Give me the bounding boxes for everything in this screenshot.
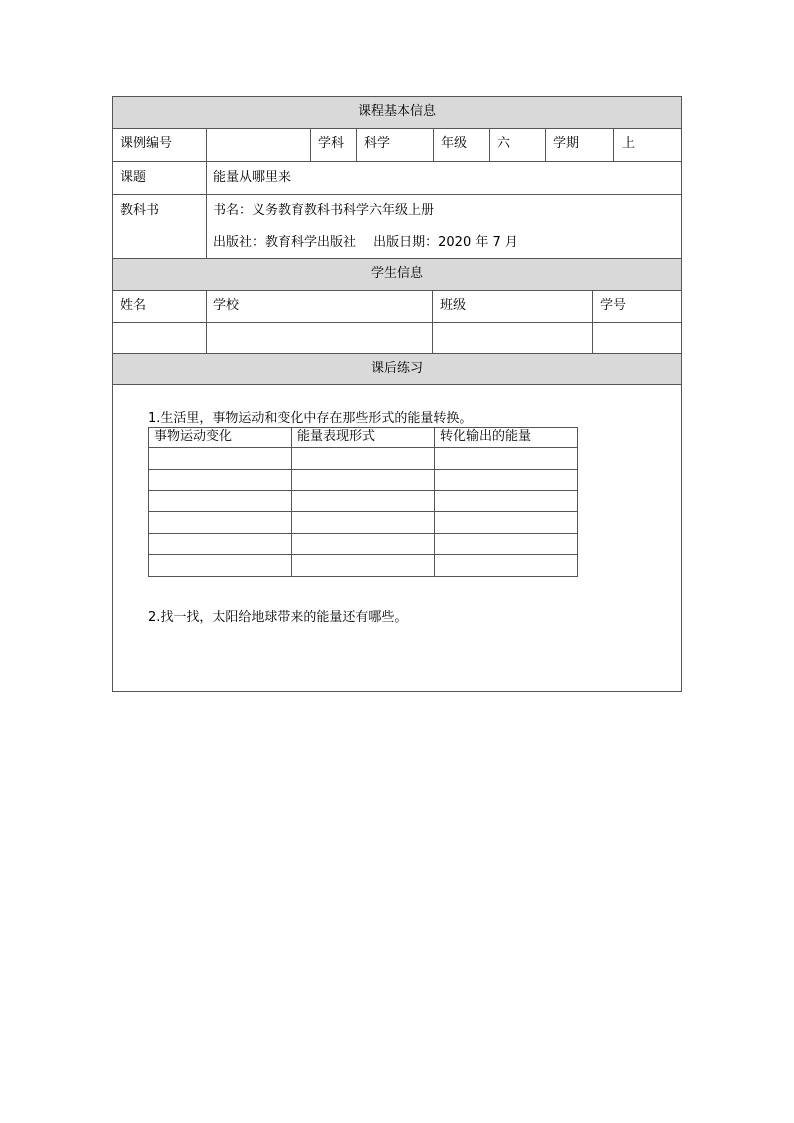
lesson-no-label: 课例编号 bbox=[120, 136, 173, 151]
column-divider bbox=[206, 290, 207, 353]
table-cell[interactable] bbox=[292, 491, 435, 512]
table-cell[interactable] bbox=[149, 512, 292, 534]
school-label: 学校 bbox=[213, 298, 240, 313]
table-header-cell: 能量表现形式 bbox=[292, 428, 435, 448]
grade-label: 年级 bbox=[441, 136, 468, 151]
topic-label: 课题 bbox=[120, 170, 147, 185]
grade-value: 六 bbox=[497, 136, 511, 151]
table-cell[interactable] bbox=[435, 491, 578, 512]
column-divider bbox=[310, 128, 311, 161]
student-no-value-cell[interactable] bbox=[593, 323, 681, 353]
class-value-cell[interactable] bbox=[433, 323, 592, 353]
table-row bbox=[149, 512, 578, 534]
row-divider bbox=[113, 322, 681, 323]
row-divider bbox=[113, 290, 681, 291]
question-1: 1.生活里，事物运动和变化中存在那些形式的能量转换。 bbox=[148, 411, 473, 426]
table-cell[interactable] bbox=[149, 448, 292, 470]
student-no-label: 学号 bbox=[600, 298, 627, 313]
textbook-name: 书名：义务教育教科书科学六年级上册 bbox=[213, 203, 435, 218]
topic-value: 能量从哪里来 bbox=[213, 170, 292, 185]
table-cell[interactable] bbox=[292, 470, 435, 491]
student-info-header: 学生信息 bbox=[370, 266, 423, 281]
table-cell[interactable] bbox=[292, 448, 435, 470]
table-header-cell: 转化输出的能量 bbox=[435, 428, 578, 448]
column-divider bbox=[433, 128, 434, 161]
column-divider bbox=[489, 128, 490, 161]
table-row bbox=[149, 534, 578, 555]
column-divider bbox=[592, 290, 593, 353]
column-divider bbox=[613, 128, 614, 161]
column-divider bbox=[432, 290, 433, 353]
question-2: 2.找一找，太阳给地球带来的能量还有哪些。 bbox=[148, 610, 408, 625]
table-row bbox=[149, 491, 578, 512]
row-divider bbox=[113, 258, 681, 259]
table-cell[interactable] bbox=[435, 470, 578, 491]
name-label: 姓名 bbox=[120, 298, 147, 313]
table-cell[interactable] bbox=[435, 512, 578, 534]
row-divider bbox=[113, 161, 681, 162]
school-value-cell[interactable] bbox=[207, 323, 432, 353]
table-cell[interactable] bbox=[149, 534, 292, 555]
subject-value: 科学 bbox=[364, 136, 391, 151]
table-cell[interactable] bbox=[149, 555, 292, 577]
table-cell[interactable] bbox=[149, 491, 292, 512]
term-value: 上 bbox=[622, 136, 636, 151]
table-cell[interactable] bbox=[292, 555, 435, 577]
table-header-cell: 事物运动变化 bbox=[149, 428, 292, 448]
lesson-form-table bbox=[112, 96, 682, 692]
table-cell[interactable] bbox=[435, 534, 578, 555]
row-divider bbox=[113, 128, 681, 129]
course-info-header: 课程基本信息 bbox=[357, 104, 436, 119]
table-cell[interactable] bbox=[292, 512, 435, 534]
table-cell[interactable] bbox=[292, 534, 435, 555]
energy-conversion-table bbox=[148, 427, 578, 577]
term-label: 学期 bbox=[553, 136, 580, 151]
table-cell[interactable] bbox=[149, 470, 292, 491]
class-label: 班级 bbox=[440, 298, 467, 313]
row-divider bbox=[113, 194, 681, 195]
column-divider bbox=[356, 128, 357, 161]
table-row bbox=[149, 555, 578, 577]
textbook-label: 教科书 bbox=[120, 203, 160, 218]
exercise-header: 课后练习 bbox=[370, 361, 423, 376]
table-row bbox=[149, 448, 578, 470]
row-divider bbox=[113, 384, 681, 385]
subject-label: 学科 bbox=[318, 136, 345, 151]
table-header-row bbox=[149, 428, 578, 448]
column-divider bbox=[206, 128, 207, 258]
table-cell[interactable] bbox=[435, 448, 578, 470]
row-divider bbox=[113, 353, 681, 354]
publisher-line: 出版社：教育科学出版社 出版日期：2020 年 7 月 bbox=[213, 235, 518, 250]
column-divider bbox=[545, 128, 546, 161]
table-cell[interactable] bbox=[435, 555, 578, 577]
table-row bbox=[149, 470, 578, 491]
name-value-cell[interactable] bbox=[113, 323, 206, 353]
